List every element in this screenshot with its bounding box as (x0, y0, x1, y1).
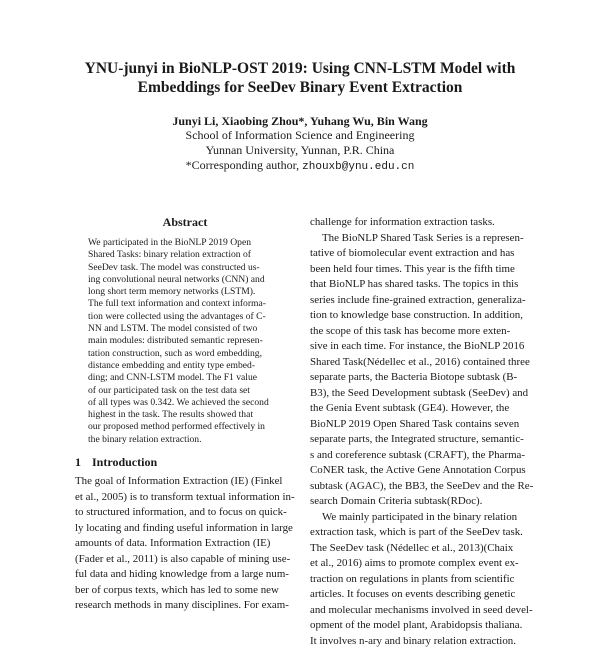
text-line: sive in each time. For instance, the BioNLP 2016 (310, 339, 532, 355)
text-line: ly locating and finding useful information in large (75, 521, 297, 537)
text-line: that BioNLP has shared tasks. The topics in this (310, 277, 532, 293)
text-line: The BioNLP Shared Task Series is a represen- (310, 231, 532, 247)
text-line: series include fine-grained extraction, generaliza- (310, 293, 532, 309)
text-line: main modules: distributed semantic represen- (88, 335, 282, 347)
corresponding-label: *Corresponding author, (186, 158, 300, 172)
text-line: and molecular mechanisms involved in seed devel- (310, 603, 532, 619)
text-line: s and coreference subtask (CRAFT), the Pharma- (310, 448, 532, 464)
text-line: research methods in many disciplines. For exam- (75, 598, 297, 614)
text-line: The full text information and context informa- (88, 298, 282, 310)
text-line: subtask (AGAC), the BB3, the SeeDev and the Re- (310, 479, 532, 495)
text-line: We participated in the BioNLP 2019 Open (88, 237, 282, 249)
text-line: tion to knowledge base construction. In addition, (310, 308, 532, 324)
section-number: 1 (75, 455, 92, 470)
text-line: SeeDev task. The model was constructed us- (88, 262, 282, 274)
text-line: the binary relation extraction. (88, 434, 282, 446)
text-line: articles. It focuses on events describing genetic (310, 587, 532, 603)
affiliation (40, 128, 560, 175)
text-line: ful data and hiding knowledge from a large num- (75, 567, 297, 583)
affiliation-line: School of Information Science and Engineering (40, 128, 560, 143)
text-line: the scope of this task has become more exten- (310, 324, 532, 340)
text-line: the Genia Event subtask (GE4). However, the (310, 401, 532, 417)
right-column (310, 215, 532, 649)
text-line: traction on regulations in plants from scientific (310, 572, 532, 588)
text-line: The goal of Information Extraction (IE) (Finkel (75, 474, 297, 490)
abstract-heading: Abstract (75, 215, 295, 230)
title-line: Embeddings for SeeDev Binary Event Extraction (40, 78, 560, 97)
text-line: et al., 2005) is to transform textual information in- (75, 490, 297, 506)
abstract-body (88, 237, 282, 446)
text-line: of our participated task on the test data set (88, 385, 282, 397)
text-line: extraction task, which is part of the SeeDev task. (310, 525, 532, 541)
introduction-body (75, 474, 297, 614)
text-line: distance embedding and entity type embed- (88, 360, 282, 372)
text-line: Shared Task(Nédellec et al., 2016) contained three (310, 355, 532, 371)
corresponding-author (40, 158, 560, 175)
affiliation-line: Yunnan University, Yunnan, P.R. China (40, 143, 560, 158)
text-line: separate parts, the Bacteria Biotope subtask (B- (310, 370, 532, 386)
text-line: long short term memory networks (LSTM). (88, 286, 282, 298)
text-line: separate parts, the Integrated structure, semantic- (310, 432, 532, 448)
text-line: tion were collected using the advantages of C- (88, 311, 282, 323)
corresponding-email[interactable]: zhouxb@ynu.edu.cn (302, 161, 414, 173)
text-line: The SeeDev task (Nédellec et al., 2013)(Chaix (310, 541, 532, 557)
text-line: highest in the task. The results showed that (88, 409, 282, 421)
text-line: Shared Tasks: binary relation extraction of (88, 249, 282, 261)
paragraph (310, 231, 532, 510)
text-line: B3), the Seed Development subtask (SeeDev) and (310, 386, 532, 402)
paragraph (310, 510, 532, 649)
section-title: Introduction (92, 455, 157, 469)
text-line: (Fader et al., 2011) is also capable of mining use- (75, 552, 297, 568)
text-line: our proposed method performed effectively in (88, 421, 282, 433)
title-line: YNU-junyi in BioNLP-OST 2019: Using CNN-LSTM Model with (40, 59, 560, 78)
text-line: to structured information, and to focus on quick- (75, 505, 297, 521)
text-line: tation construction, such as word embedding, (88, 348, 282, 360)
text-line: It involves n-ary and binary relation extraction. (310, 634, 532, 649)
text-line: NN and LSTM. The model consisted of two (88, 323, 282, 335)
text-line: challenge for information extraction tasks. (310, 215, 532, 231)
text-line: amounts of data. Information Extraction (IE) (75, 536, 297, 552)
text-line: et al., 2016) aims to promote complex event ex- (310, 556, 532, 572)
text-line: ding; and CNN-LSTM model. The F1 value (88, 372, 282, 384)
text-line: ing convolutional neural networks (CNN) and (88, 274, 282, 286)
text-line: CoNER task, the Active Gene Annotation Corpus (310, 463, 532, 479)
author-list: Junyi Li, Xiaobing Zhou*, Yuhang Wu, Bin Wang (40, 114, 560, 129)
text-line: We mainly participated in the binary relation (310, 510, 532, 526)
text-line: search Domain Criteria subtask(RDoc). (310, 494, 532, 510)
text-line: tative of biomolecular event extraction and has (310, 246, 532, 262)
text-line: ber of corpus texts, which has led to some new (75, 583, 297, 599)
text-line: BioNLP 2019 Open Shared Task contains seven (310, 417, 532, 433)
paper-title (40, 59, 560, 97)
text-line: opment of the model plant, Arabidopsis thaliana. (310, 618, 532, 634)
text-line: been held four times. This year is the fifth time (310, 262, 532, 278)
section-heading (75, 455, 295, 470)
text-line: of all types was 0.342. We achieved the second (88, 397, 282, 409)
paragraph (310, 215, 532, 231)
